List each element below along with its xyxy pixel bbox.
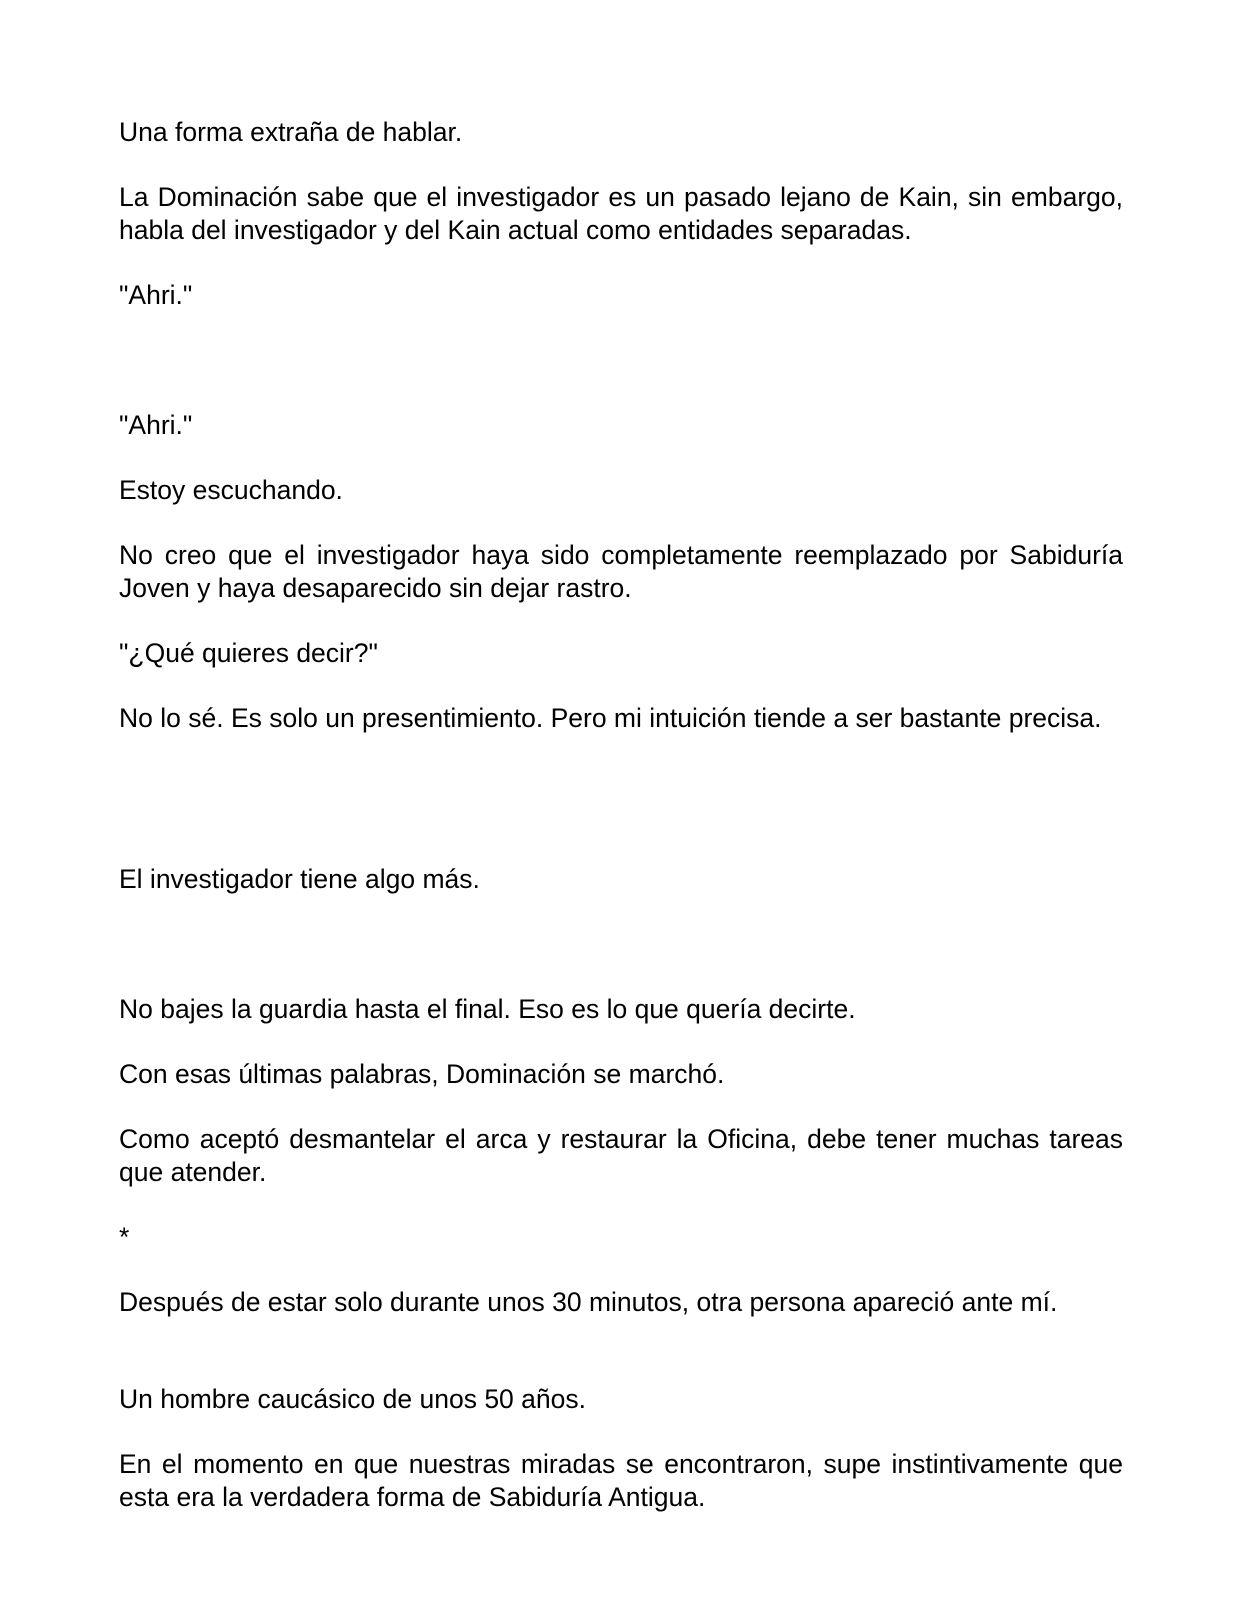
paragraph-14: Un hombre caucásico de unos 50 años.: [119, 1384, 586, 1414]
paragraph-11: Con esas últimas palabras, Dominación se marchó.: [119, 1059, 725, 1089]
paragraph-3: "Ahri.": [119, 280, 193, 310]
paragraph-9: El investigador tiene algo más.: [119, 864, 480, 894]
paragraph-10: No bajes la guardia hasta el final. Eso es lo que quería decirte.: [119, 994, 856, 1024]
paragraph-12: Como aceptó desmantelar el arca y restaurar la Oficina, debe tener muchas tareas que atender.: [119, 1124, 1123, 1187]
paragraph-7: "¿Qué quieres decir?": [119, 638, 378, 668]
paragraph-13: Después de estar solo durante unos 30 minutos, otra persona apareció ante mí.: [119, 1287, 1058, 1317]
paragraph-4: "Ahri.": [119, 410, 193, 440]
paragraph-8: No lo sé. Es solo un presentimiento. Pero mi intuición tiende a ser bastante precisa.: [119, 703, 1102, 733]
section-separator: *: [119, 1222, 130, 1252]
paragraph-15: En el momento en que nuestras miradas se encontraron, supe instintivamente que esta era la verdadera forma de Sabiduría Antigua.: [119, 1449, 1123, 1512]
paragraph-5: Estoy escuchando.: [119, 475, 343, 505]
paragraph-6: No creo que el investigador haya sido completamente reemplazado por Sabiduría Joven y haya desaparecido sin dejar rastro.: [119, 540, 1123, 603]
paragraph-1: Una forma extraña de hablar.: [119, 117, 463, 147]
paragraph-2: La Dominación sabe que el investigador es un pasado lejano de Kain, sin embargo, habla del investigador y del Kain actual como entidades separadas.: [119, 182, 1123, 245]
